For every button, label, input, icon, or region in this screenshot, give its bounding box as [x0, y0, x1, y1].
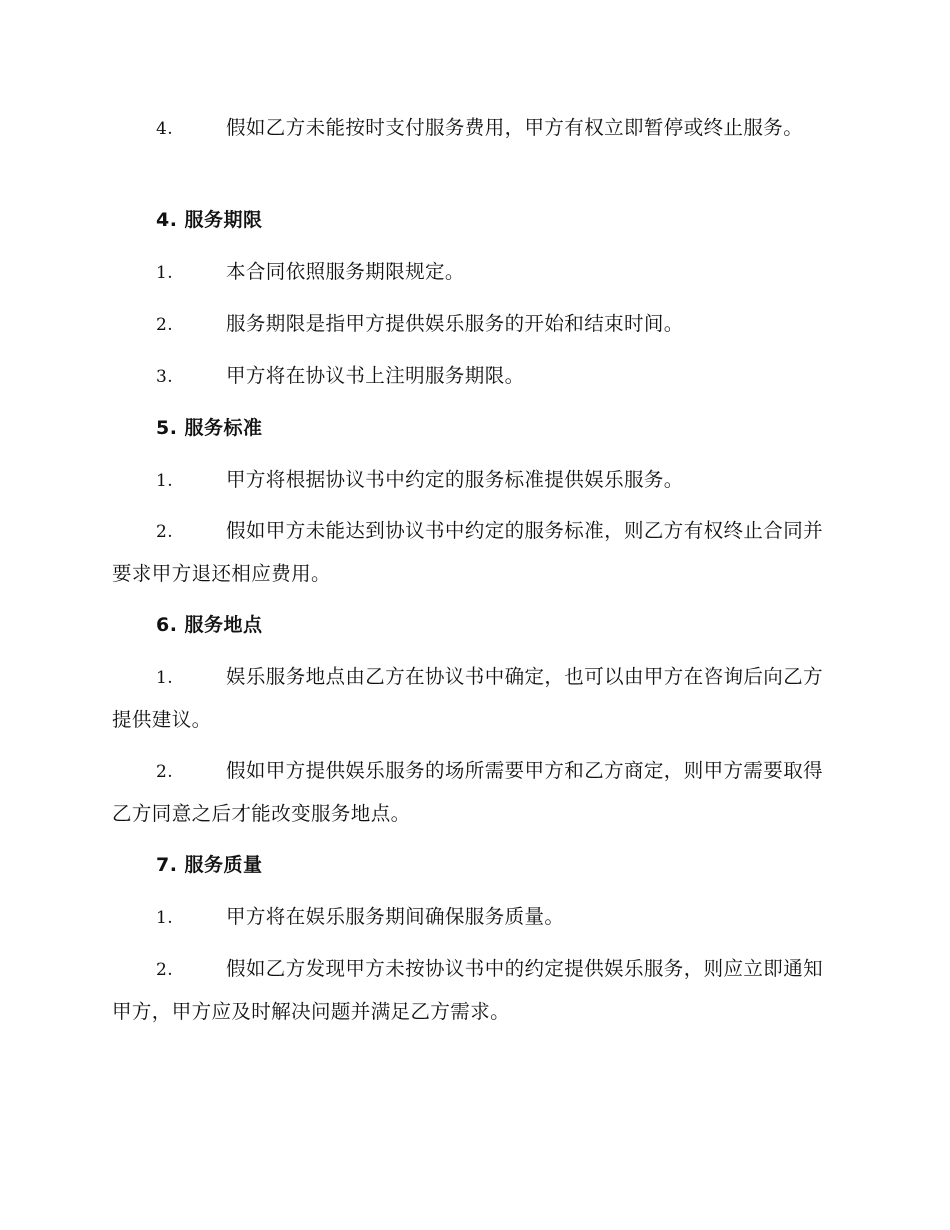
item-number: 1. — [156, 668, 174, 688]
item-number: 3. — [156, 367, 174, 387]
list-item — [112, 510, 834, 594]
list-item — [112, 656, 834, 740]
item-text: 娱乐服务地点由乙方在协议书中确定，也可以由甲方在咨询后向乙方提供建议。 — [112, 665, 824, 731]
item-number: 1. — [156, 908, 174, 928]
list-item — [112, 361, 834, 392]
list-item — [112, 750, 834, 834]
item-number: 2. — [156, 960, 174, 980]
section-heading: 5. 服务标准 — [156, 417, 263, 439]
section-heading: 7. 服务质量 — [156, 854, 263, 876]
item-number: 2. — [156, 522, 174, 542]
item-number: 1. — [156, 471, 174, 491]
section-heading: 6. 服务地点 — [156, 614, 263, 636]
list-item — [112, 465, 834, 496]
list-item — [112, 257, 834, 288]
list-item — [112, 309, 834, 340]
item-text: 甲方将在协议书上注明服务期限。 — [226, 364, 525, 387]
item-number: 1. — [156, 263, 174, 283]
list-item — [112, 902, 834, 933]
item-number: 4. — [156, 119, 174, 139]
item-text: 假如乙方发现甲方未按协议书中的约定提供娱乐服务，则应立即通知甲方，甲方应及时解决问题并满足乙方需求。 — [112, 957, 824, 1023]
item-number: 2. — [156, 762, 174, 782]
item-text: 假如乙方未能按时支付服务费用，甲方有权立即暂停或终止服务。 — [226, 116, 804, 139]
item-text: 本合同依照服务期限规定。 — [226, 260, 465, 283]
item-text: 假如甲方提供娱乐服务的场所需要甲方和乙方商定，则甲方需要取得乙方同意之后才能改变服务地点。 — [112, 759, 824, 825]
list-item — [112, 107, 834, 150]
item-text: 假如甲方未能达到协议书中约定的服务标准，则乙方有权终止合同并要求甲方退还相应费用。 — [112, 519, 824, 585]
section-heading: 4. 服务期限 — [156, 209, 263, 231]
list-item — [112, 948, 834, 1032]
item-text: 甲方将根据协议书中约定的服务标准提供娱乐服务。 — [226, 468, 684, 491]
item-number: 2. — [156, 315, 174, 335]
item-text: 服务期限是指甲方提供娱乐服务的开始和结束时间。 — [226, 312, 684, 335]
item-text: 甲方将在娱乐服务期间确保服务质量。 — [226, 905, 565, 928]
